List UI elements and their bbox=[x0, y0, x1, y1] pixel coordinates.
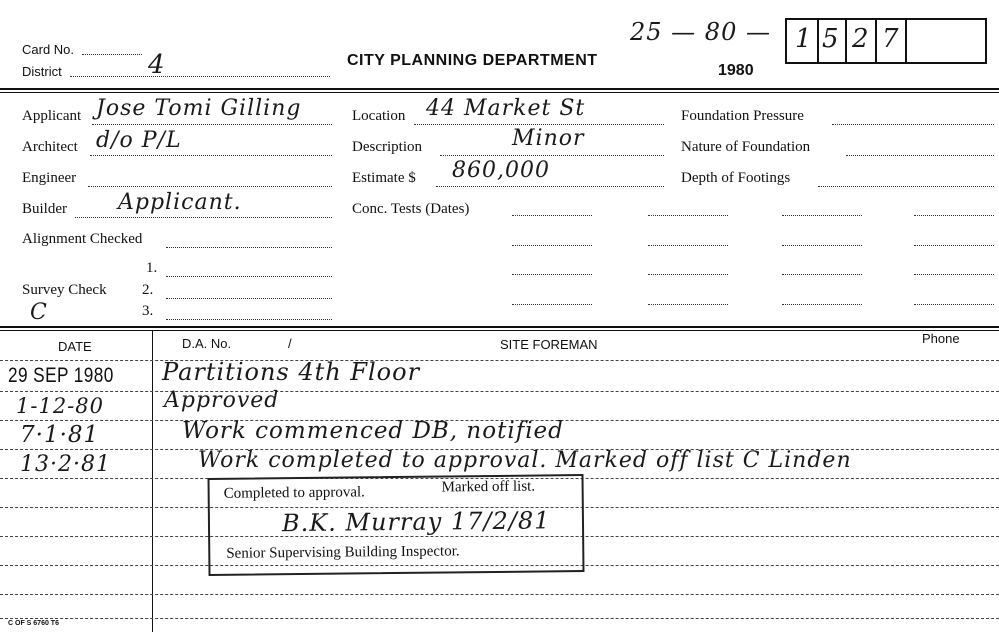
architect-label: Architect bbox=[22, 139, 78, 155]
applicant-label: Applicant bbox=[22, 108, 82, 124]
conc-line-4c bbox=[782, 304, 862, 305]
stamp-inspector-title: Senior Supervising Building Inspector. bbox=[226, 543, 460, 562]
card-no-label: Card No. bbox=[22, 42, 75, 57]
conc-line-4b bbox=[648, 304, 728, 305]
date-column-divider bbox=[152, 331, 153, 632]
estimate-label: Estimate $ bbox=[352, 170, 416, 186]
form-code: C OF S 6760 T6 bbox=[8, 620, 59, 627]
architect-value: d/o P/L bbox=[96, 128, 182, 153]
conc-line-1a bbox=[512, 215, 592, 216]
log-row-rule-0 bbox=[0, 360, 999, 361]
nature-of-foundation-label: Nature of Foundation bbox=[681, 139, 811, 155]
description-value: Minor bbox=[512, 126, 585, 151]
file-digit-3: 2 bbox=[852, 24, 870, 54]
header-rule-top bbox=[0, 88, 999, 90]
file-digit-2: 5 bbox=[822, 24, 840, 54]
log-row-2-text: Approved bbox=[164, 388, 280, 413]
engineer-line bbox=[88, 186, 332, 187]
alignment-label: Alignment Checked bbox=[22, 231, 143, 247]
conc-line-3d bbox=[914, 274, 994, 275]
da-mark: / bbox=[288, 336, 292, 351]
log-row-rule-9 bbox=[0, 618, 999, 619]
conc-line-4d bbox=[914, 304, 994, 305]
log-row-1-text: Partitions 4th Floor bbox=[162, 358, 421, 386]
log-rule-top bbox=[0, 326, 999, 328]
conc-line-3b bbox=[648, 274, 728, 275]
survey-line-1 bbox=[166, 276, 332, 277]
alignment-line bbox=[166, 247, 332, 248]
foundation-pressure-line bbox=[832, 124, 994, 125]
nature-of-foundation-line bbox=[846, 155, 994, 156]
estimate-value: 860,000 bbox=[452, 158, 550, 183]
applicant-value: Jose Tomi Gilling bbox=[96, 96, 302, 121]
survey-label: Survey Check bbox=[22, 282, 107, 298]
file-digit-box-1 bbox=[785, 18, 819, 64]
location-label: Location bbox=[352, 108, 406, 124]
site-foreman-header: SITE FOREMAN bbox=[500, 337, 598, 352]
survey-value: C bbox=[30, 300, 48, 325]
survey-number-2: 2. bbox=[142, 282, 154, 298]
district-line bbox=[70, 76, 330, 77]
log-row-1-date: 29 SEP 1980 bbox=[8, 364, 114, 387]
location-line bbox=[414, 124, 664, 125]
conc-line-1b bbox=[648, 215, 728, 216]
conc-line-1d bbox=[914, 215, 994, 216]
conc-line-3a bbox=[512, 274, 592, 275]
file-digit-box-4 bbox=[875, 18, 907, 64]
file-digit-box-2 bbox=[815, 18, 847, 64]
foundation-pressure-label: Foundation Pressure bbox=[681, 108, 804, 124]
log-row-3-date: 7·1·81 bbox=[20, 422, 100, 448]
survey-number-3: 3. bbox=[142, 303, 154, 319]
builder-label: Builder bbox=[22, 201, 67, 217]
log-rule-bottom bbox=[0, 330, 999, 331]
conc-line-2d bbox=[914, 245, 994, 246]
engineer-label: Engineer bbox=[22, 170, 77, 186]
survey-number-1: 1. bbox=[146, 260, 158, 276]
file-number-prefix: 25 — 80 — bbox=[630, 18, 771, 46]
conc-line-2b bbox=[648, 245, 728, 246]
stamp-signature: B.K. Murray 17/2/81 bbox=[281, 506, 551, 538]
survey-line-3 bbox=[166, 319, 332, 320]
log-row-3-text: Work commenced DB, notified bbox=[182, 418, 564, 444]
description-line bbox=[440, 155, 664, 156]
conc-line-2c bbox=[782, 245, 862, 246]
depth-of-footings-label: Depth of Footings bbox=[681, 170, 791, 186]
stamp-completed-text: Completed to approval. bbox=[223, 484, 365, 502]
location-value: 44 Market St bbox=[426, 96, 586, 121]
estimate-line bbox=[436, 186, 664, 187]
depth-of-footings-line bbox=[818, 186, 994, 187]
applicant-line bbox=[92, 124, 332, 125]
builder-value: Applicant. bbox=[118, 190, 242, 215]
inspector-stamp bbox=[207, 474, 584, 576]
header-rule-bottom bbox=[0, 92, 999, 93]
date-header: DATE bbox=[58, 339, 92, 354]
card-no-line bbox=[82, 54, 142, 55]
log-row-rule-8 bbox=[0, 594, 999, 595]
conc-line-4a bbox=[512, 304, 592, 305]
log-row-rule-1 bbox=[0, 391, 999, 392]
conc-line-3c bbox=[782, 274, 862, 275]
survey-line-2 bbox=[166, 298, 332, 299]
builder-line bbox=[75, 217, 332, 218]
phone-header: Phone bbox=[922, 331, 960, 346]
district-value: 4 bbox=[148, 50, 166, 80]
file-digit-4: 7 bbox=[882, 24, 900, 54]
da-header: D.A. No. bbox=[182, 336, 232, 351]
conc-line-1c bbox=[782, 215, 862, 216]
description-label: Description bbox=[352, 139, 422, 155]
stamp-marked-off-text: Marked off list. bbox=[441, 478, 536, 496]
log-row-4-text: Work completed to approval. Marked off list C Linden bbox=[198, 448, 852, 473]
log-row-4-date: 13·2·81 bbox=[20, 452, 111, 477]
department-title: CITY PLANNING DEPARTMENT bbox=[347, 52, 598, 69]
file-digit-box-5 bbox=[905, 18, 987, 64]
district-label: District bbox=[22, 64, 62, 79]
file-digit-box-3 bbox=[845, 18, 877, 64]
conc-line-2a bbox=[512, 245, 592, 246]
conc-tests-label: Conc. Tests (Dates) bbox=[352, 201, 470, 217]
architect-line bbox=[90, 155, 332, 156]
file-digit-1: 1 bbox=[795, 24, 813, 54]
log-row-2-date: 1-12-80 bbox=[16, 394, 104, 418]
year-label: 1980 bbox=[718, 62, 754, 79]
